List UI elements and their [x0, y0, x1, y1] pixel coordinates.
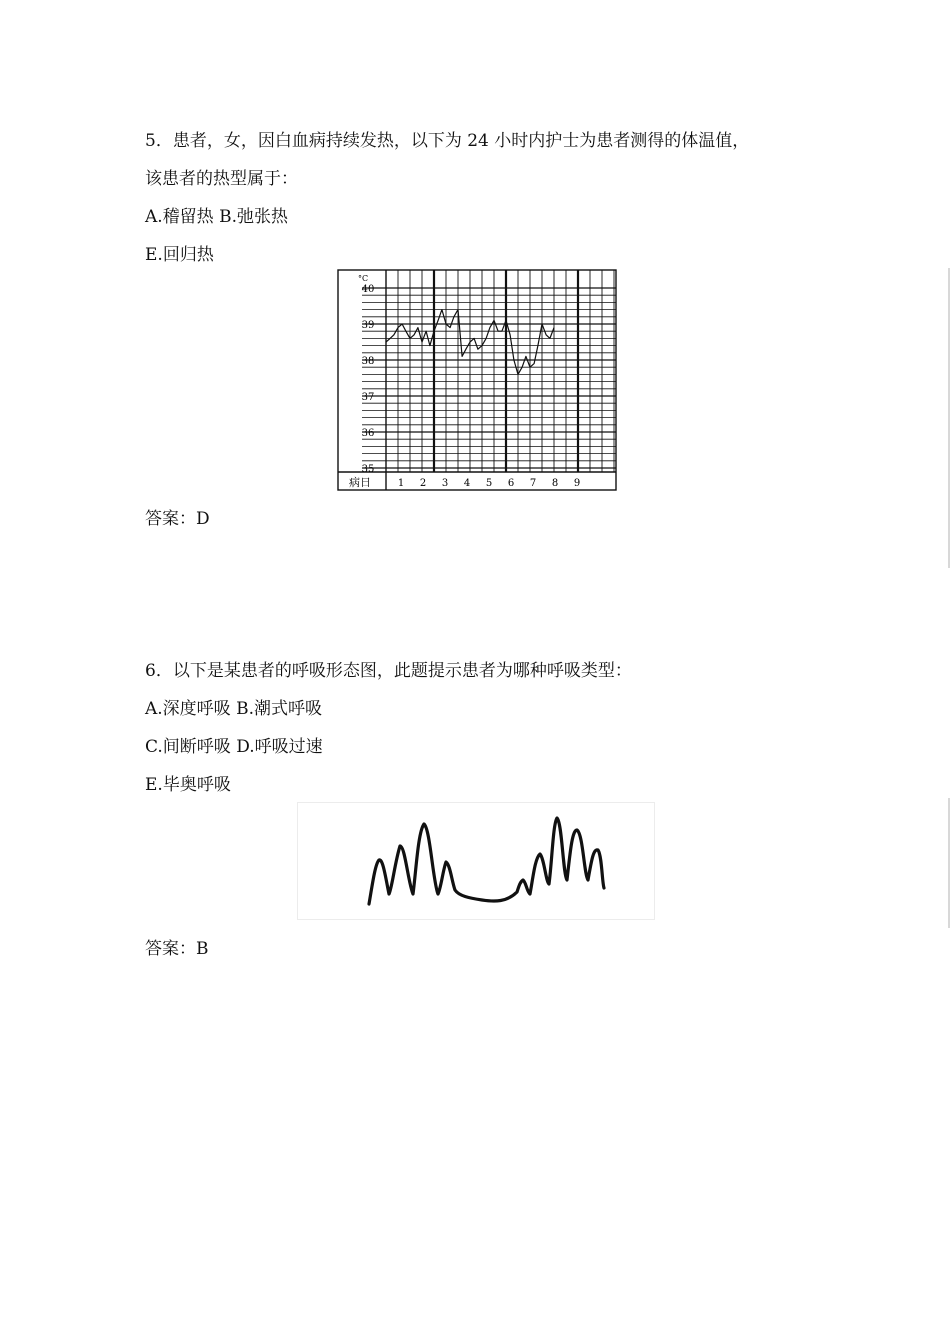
- day-label: 7: [529, 478, 537, 489]
- day-label: 1: [397, 478, 405, 489]
- q5-answer: 答案：D: [145, 509, 210, 529]
- y-tick-label: 37: [361, 392, 375, 403]
- q5-stem-line1: 5．患者，女，因白血病持续发热，以下为 24 小时内护士为患者测得的体温值，: [145, 131, 750, 151]
- q6-options-line1: A.深度呼吸 B.潮式呼吸: [145, 699, 322, 719]
- q6-options-line3: E.毕奥呼吸: [145, 775, 231, 795]
- day-label: 8: [551, 478, 559, 489]
- chart-frame: [338, 270, 616, 490]
- y-tick-label: 36: [361, 428, 375, 439]
- respiration-pattern-image: [297, 802, 655, 920]
- q5-stem-line2: 该患者的热型属于：: [145, 169, 298, 189]
- temperature-chart: [336, 268, 618, 492]
- day-label: 3: [441, 478, 449, 489]
- x-axis-label: 病日: [349, 476, 371, 489]
- day-label: 9: [573, 478, 581, 489]
- q6-answer: 答案：B: [145, 939, 209, 959]
- day-label: 2: [419, 478, 427, 489]
- day-label: 4: [463, 478, 471, 489]
- day-labels: [398, 478, 580, 489]
- day-label: 6: [507, 478, 515, 489]
- y-tick-label: 39: [361, 320, 375, 331]
- q5-options-line2: E.回归热: [145, 245, 214, 265]
- q6-stem: 6．以下是某患者的呼吸形态图，此题提示患者为哪种呼吸类型：: [145, 661, 632, 681]
- chart-grid: [338, 270, 616, 490]
- y-tick-label: 38: [361, 356, 375, 367]
- y-tick-label: 40: [361, 284, 375, 295]
- q5-options-line1: A.稽留热 B.弛张热: [145, 207, 288, 227]
- unit-label: °C: [357, 274, 369, 283]
- day-label: 5: [485, 478, 493, 489]
- q6-options-line2: C.间断呼吸 D.呼吸过速: [145, 737, 323, 757]
- y-tick-label: 35: [361, 464, 375, 475]
